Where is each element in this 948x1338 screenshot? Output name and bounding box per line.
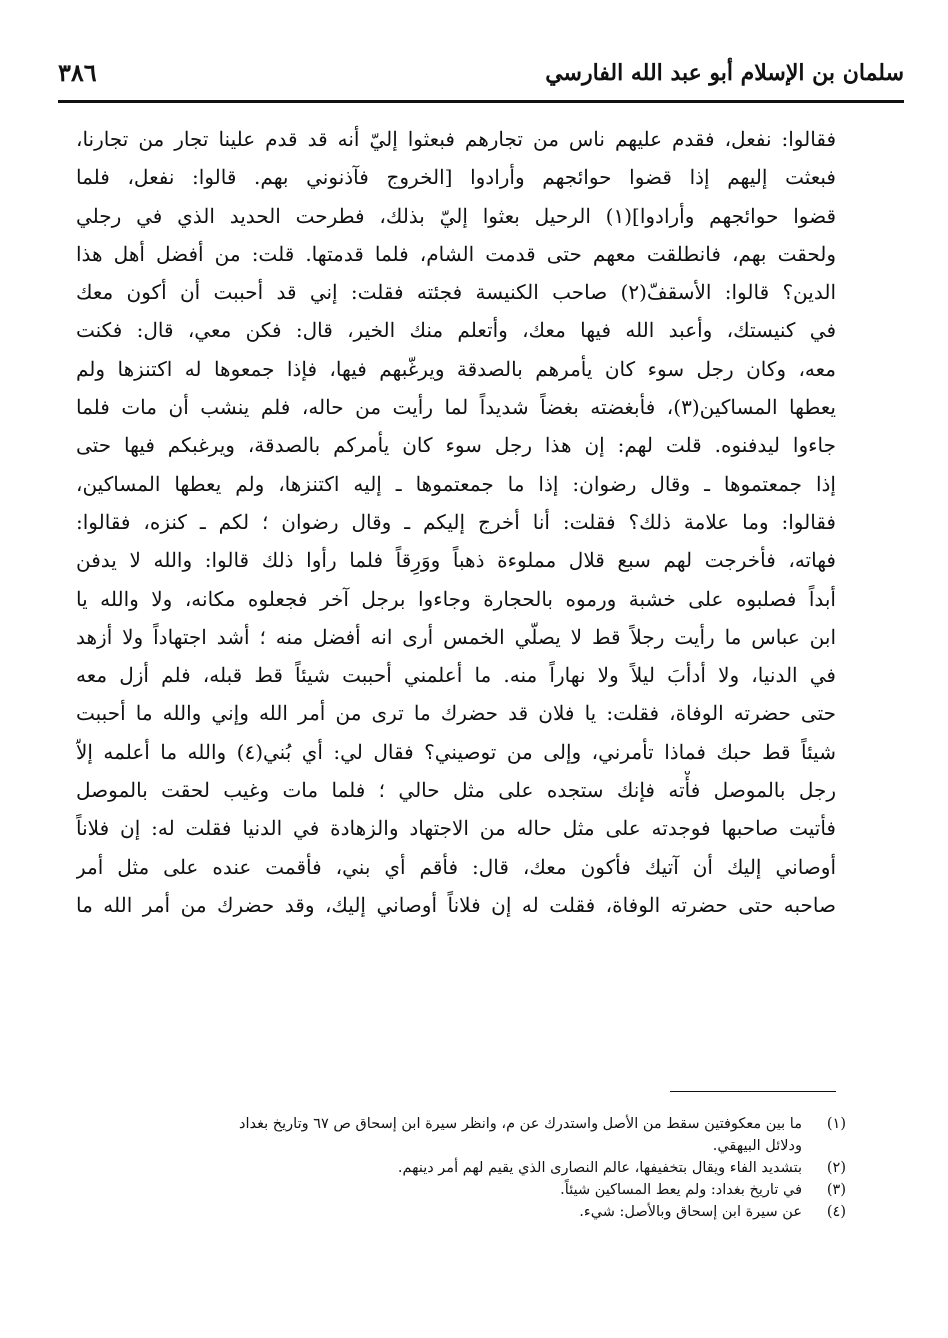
running-title: سلمان بن الإسلام أبو عبد الله الفارسي <box>545 60 904 86</box>
footnote-mark: (١) <box>826 1116 846 1132</box>
footnote-line: ما بين معكوفتين سقط من الأصل واستدرك عن م، وانظر سيرة ابن إسحاق ص ٦٧ وتاريخ بغداد <box>239 1116 802 1132</box>
text-line: إذا جمعتموها ـ وقال رضوان: إذا ما جمعتموها ـ إليه اكتنزها، ولم يعطها المساكين، <box>76 471 836 496</box>
text-line: معه، وكان رجل سوء كان يأمرهم بالصدقة ويرغّبهم فيها، فإذا جمعوها له اكتنزها ولم <box>76 356 836 381</box>
text-line: أبداً فصلبوه على خشبة ورموه بالحجارة وجاءوا برجل آخر فجعلوه مكانه، ولا والله يا <box>76 586 836 611</box>
footnote-line: بتشديد الفاء ويقال بتخفيفها، عالم النصارى الذي يقيم لهم أمر دينهم. <box>397 1160 802 1176</box>
text-line: ابن عباس ما رأيت رجلاً قط لا يصلّي الخمس أرى انه أفضل منه ؛ أشد اجتهاداً ولا أزهد <box>76 624 836 649</box>
page-number: ٣٨٦ <box>58 58 97 87</box>
footnote-text <box>76 1179 802 1201</box>
text-line: الدين؟ قالوا: الأسقفّ(٢) صاحب الكنيسة فجئته فقلت: إني قد أحببت أن أكون معك <box>76 280 836 305</box>
text-line: أوصاني إليك أن آتيك فأكون معك، قال: فأقم أي بني، فأقمت عنده على مثل أمر <box>76 854 836 879</box>
footnote-1 <box>76 1113 846 1157</box>
header-rule <box>58 100 904 103</box>
text-line: فهاته، فأخرجت لهم سبع قلال مملوءة ذهباً ووَرِقاً فلما رأوا ذلك قالوا: والله لا يدفن <box>76 548 836 573</box>
footnote-2 <box>76 1157 846 1179</box>
footnote-rule <box>670 1091 836 1092</box>
page-header <box>58 54 904 100</box>
text-line: في الدنيا، ولا أدأبَ ليلاً ولا نهاراً منه. ما أعلمني أحببت شيئاً قط قبله، فلم أزل معه <box>76 663 836 688</box>
text-line: حتى حضرته الوفاة، فقلت: يا فلان قد حضرك ما ترى من أمر الله وإني والله ما أحببت <box>76 701 836 726</box>
text-line: يعطها المساكين(٣)، فأبغضته بغضاً شديداً لما رأيت من حاله، فلم ينشب أن مات فلما <box>76 395 836 420</box>
text-line: ولحقت بهم، فانطلقت معهم حتى قدمت الشام، فلما قدمتها. قلت: من أفضل أهل هذا <box>76 241 836 266</box>
footnote-line: ودلائل البيهقي. <box>712 1138 802 1154</box>
text-line: فأتيت صاحبها فوجدته على مثل حاله من الاجتهاد والزهادة في الدنيا فقلت له: إن فلاناً <box>76 816 836 841</box>
text-line: فقالوا: وما علامة ذلك؟ فقلت: أنا أخرج إليكم ـ وقال رضوان ؛ لكم ـ كنزه، فقالوا: <box>76 509 836 534</box>
text-line: قضوا حوائجهم وأرادوا](١) الرحيل بعثوا إليّ بذلك، فطرحت الحديد الذي في رجلي <box>76 203 836 228</box>
text-line: فبعثت إليهم إذا قضوا حوائجهم وأرادوا [الخروج فآذنوني بهم. قالوا: نفعل، فلما <box>76 165 836 190</box>
footnote-mark: (٤) <box>826 1204 846 1220</box>
text-line: شيئاً قط حبك فماذا تأمرني، وإلى من توصيني؟ فقال لي: أي بُني(٤) والله ما أعلمه إلاّ <box>76 739 836 764</box>
footnote-line: في تاريخ بغداد: ولم يعط المساكين شيئاً. <box>560 1182 802 1198</box>
body-text <box>76 120 836 924</box>
footnote-4 <box>76 1201 846 1223</box>
footnote-text <box>76 1157 802 1179</box>
footnote-mark: (٣) <box>826 1182 846 1198</box>
footnote-mark: (٢) <box>826 1160 846 1176</box>
footnotes <box>76 1113 846 1223</box>
footnote-text <box>76 1113 802 1157</box>
footnote-line: عن سيرة ابن إسحاق وبالأصل: شيء. <box>579 1204 802 1220</box>
text-line: في كنيستك، وأعبد الله فيها معك، وأتعلم منك الخير، قال: فكن معي، قال: فكنت <box>76 318 836 343</box>
text-line: فقالوا: نفعل، فقدم عليهم ناس من تجارهم فبعثوا إليّ أنه قد قدم علينا تجار من تجارنا، <box>76 127 836 151</box>
text-line: جاءوا ليدفنوه. قلت لهم: إن هذا رجل سوء كان يأمركم بالصدقة، ويرغبكم فيها حتى <box>76 433 836 458</box>
text-line: رجل بالموصل فأْته فإنك ستجده على مثل حالي ؛ فلما مات وغيب لحقت بالموصل <box>76 778 836 803</box>
footnote-text <box>76 1201 802 1223</box>
text-line: صاحبه حتى حضرته الوفاة، فقلت له إن فلاناً أوصاني إليك، وقد حضرك من أمر الله ما <box>76 892 836 917</box>
footnote-3 <box>76 1179 846 1201</box>
